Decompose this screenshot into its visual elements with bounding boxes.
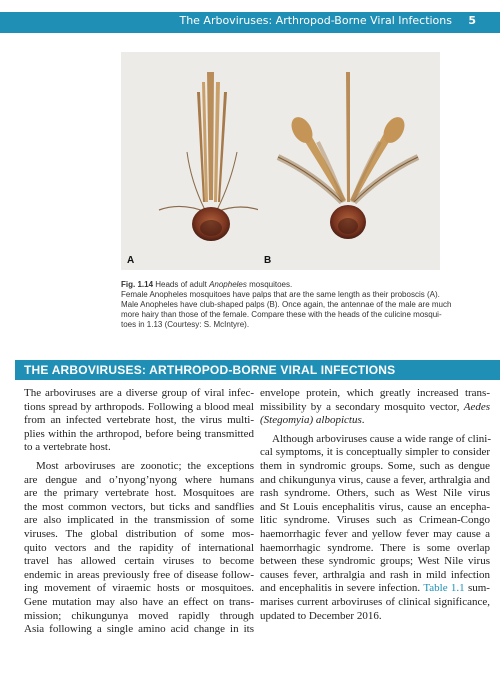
body-line: haemorrhagic fever and yellow fever may cause a [260,527,490,540]
body-text: sum- [464,582,490,595]
species-name: (Stegomyia) albopictus [260,414,362,427]
body-line: and chikungunya virus, cause a fever, arthralgia and [260,473,490,486]
body-line: Gene mutation may also have an effect on trans- [24,595,254,608]
body-line: missibility by a secondary mosquito vector, Aedes [260,400,490,413]
body-line: between these syndromic groups; West Nile virus [260,555,490,568]
body-line: Although arboviruses cause a wide range of clini- [272,432,492,445]
panel-label-a: A [127,255,135,266]
body-column-right [260,387,490,623]
section-heading: THE ARBOVIRUSES: ARTHROPOD-BORNE VIRAL INFECTIONS [24,363,396,377]
body-line: travel has allowed certain viruses to become [24,555,254,568]
table-1-1-link[interactable]: Table 1.1 [423,582,465,595]
caption-line: toes in 1.13 (Courtesy: S. McIntyre). [121,320,250,329]
body-column-left [24,387,254,637]
body-line: the most common vectors, but ticks and sandflies [24,500,254,513]
body-line: are the primary vertebrate host. Mosquitoes are [24,487,254,500]
running-header-title: The Arboviruses: Arthropod-Borne Viral Infections [179,14,452,27]
mosquito-head-male-image [258,52,440,270]
panel-label-b: B [264,255,272,266]
body-line: cal symptoms, it is conceptually simpler to consider [260,446,490,459]
body-line: endemic in areas previously free of disease follow- [24,568,254,581]
body-line: Most arboviruses are zoonotic; the exceptions [36,459,254,472]
body-line: mission; chikungunya moved rapidly through [24,609,254,622]
body-line: marises current arboviruses of clinical significance, [260,595,490,608]
body-text: and encephalitis in severe infection. [260,582,421,595]
figure-panel-b [258,52,440,270]
body-line: plies within the arthropod, before being transmitted [24,427,254,440]
body-line: causes fever, arthralgia and rash in mild infection [260,568,490,581]
caption-title-line [121,280,436,290]
body-line: tions spread by arthropods. Following a blood meal [24,400,254,413]
body-line: them in syndromic groups. Some, such as dengue [260,459,490,472]
caption-title-end: mosquitoes. [246,280,293,289]
page-number: 5 [468,14,476,27]
species-name: Aedes [463,400,490,413]
body-line: are also implicated in the transmission of some [24,514,254,527]
caption-figure-number: Fig. 1.14 [121,280,154,289]
body-line: quito vectors and the rapidity of international [24,541,254,554]
body-line-with-link [260,582,490,596]
body-line: envelope protein, which greatly increased trans- [260,387,490,399]
caption-title-italic: Anopheles [209,280,247,289]
body-line: haemorrhagic syndrome. There is some overlap [260,541,490,554]
body-line: from an infected vertebrate host, the virus multi- [24,414,254,427]
caption-line: Female Anopheles mosquitoes have palps that are the same length as their proboscis (A). [121,290,440,299]
caption-line: Male Anopheles have club-shaped palps (B). Once again, the antennae of the male are much [121,300,452,309]
body-line: and St Louis encephalitis virus, cause an encepha- [260,500,490,513]
body-line: Asia following a single amino acid change in its [24,623,254,636]
body-line: to a vertebrate host. [24,441,111,454]
body-line: litic syndrome. Viruses such as Crimean-Congo [260,514,490,527]
caption-title-text: Heads of adult [155,280,210,289]
body-line: The arboviruses are a diverse group of viral infec- [24,387,254,399]
caption-line: more hairy than those of the female. Compare these with the heads of the culicine mosqui- [121,310,442,319]
body-line: updated to December 2016. [260,609,382,622]
body-line: (Stegomyia) albopictus. [260,414,365,427]
body-line: viruses. The global distribution of some mos- [24,527,254,540]
body-line: ing movement of viraemic hosts or mosquitoes. [24,582,254,595]
figure-caption [121,280,452,330]
body-line: rash syndrome. Others, such as West Nile virus [260,487,490,500]
body-line: are dengue and o’nyong’nyong where humans [24,473,254,486]
